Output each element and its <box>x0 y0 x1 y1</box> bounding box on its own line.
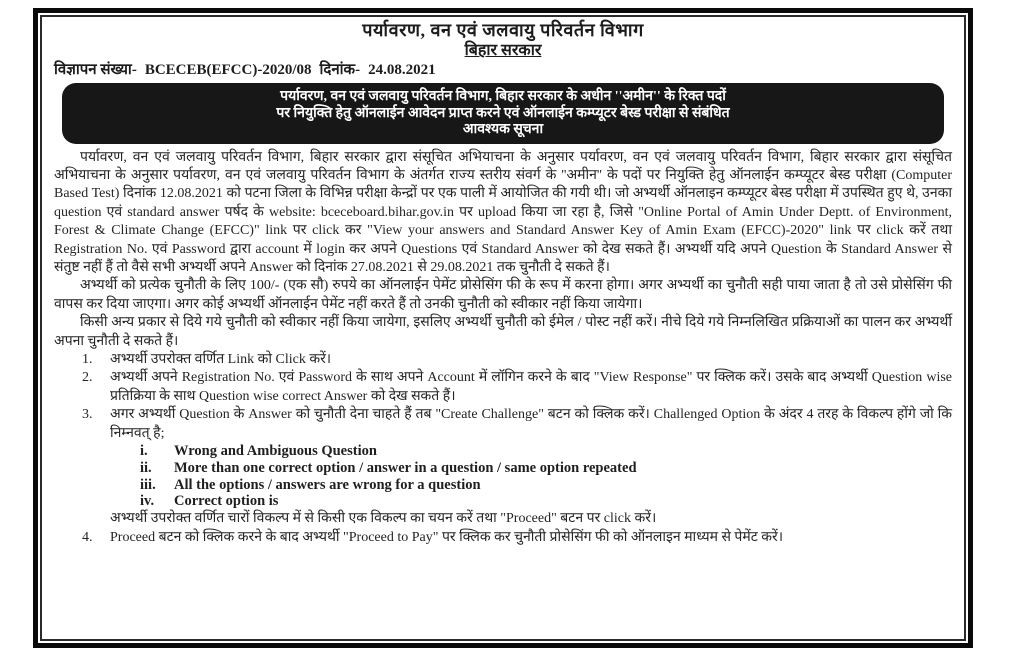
intro-paragraph: पर्यावरण, वन एवं जलवायु परिवर्तन विभाग, बिहार सरकार द्वारा संसूचित अभियाचना के अनुसार पर्यावरण, वन एवं जलवायु परिवर्तन विभाग, बिहार सरकार द्वारा संसूचित अभियाचना के अनुसार पर्यावरण, वन एवं जलवायु परिवर्तन विभाग के अंतर्गत राज्य स्तरीय संवर्ग के ''अमीन'' के पदों पर नियुक्ति हेतु ऑनलाईन कम्प्यूटर बेस्ड परीक्षा (Computer Based Test) दिनांक 12.08.2021 को पटना जिला के विभिन्न परीक्षा केन्द्रों पर एक पाली में आयोजित की गयी थी। जो अभ्यर्थी ऑनलाइन कम्प्यूटर बेस्ड परीक्षा में उपस्थित हुए थे, उनका question एवं standard answer पर्षद के website: bceceboard.bihar.gov.in पर upload किया जा रहा है, जिसे "Online Portal of Amin Under Deptt. of Environment, Forest & Climate Change (EFCC)" link पर click कर "View your answers and Standard Answer Key of Amin Exam (EFCC)-2020" link पर click करें तथा Registration No. एवं Password द्वारा account में login कर अपने Questions एवं Standard Answer को देख सकते हैं। अभ्यर्थी यदि अपने Question के Standard Answer से संतुष्ट नहीं हैं तो वैसे सभी अभ्यर्थी अपने Answer को दिनांक 27.08.2021 से 29.08.2021 तक चुनौती दे सकते हैं। <box>54 149 952 275</box>
step-item-2 <box>54 369 952 406</box>
step-item-1 <box>54 351 952 369</box>
notice-banner <box>62 83 944 144</box>
challenge-method-paragraph: किसी अन्य प्रकार से दिये गये चुनौती को स्वीकार नहीं किया जायेगा, इसलिए अभ्यर्थी चुनौती को ईमेल / पोस्ट नहीं करें। नीचे दिये गये निम्नलिखित प्रक्रियाओं का पालन कर अभ्यर्थी अपना चुनौती दे सकते हैं। <box>54 315 952 349</box>
advertisement-line <box>54 61 952 80</box>
step-marker-1: 1. <box>82 351 93 367</box>
challenge-option-marker-2: ii. <box>140 459 152 476</box>
challenge-option-text-1: Wrong and Ambiguous Question <box>174 443 377 459</box>
step-item-4 <box>54 529 952 547</box>
challenge-option-4 <box>54 493 952 510</box>
advertisement-number: BCECEB(EFCC)-2020/08 <box>144 62 312 78</box>
challenge-option-marker-1: i. <box>140 443 148 459</box>
step-marker-2: 2. <box>82 370 93 386</box>
challenge-option-note: अभ्यर्थी उपरोक्त वर्णित चारों विकल्प में से किसी एक विकल्प का चयन करें तथा "Proceed" बटन पर click करें। <box>110 511 657 527</box>
challenge-option-1 <box>54 443 952 460</box>
notice-banner-line-3: आवश्यक सूचना <box>462 122 544 137</box>
date-label: दिनांक- <box>319 62 361 78</box>
advertisement-date: 24.08.2021 <box>368 62 436 78</box>
notice-banner-line-1: पर्यावरण, वन एवं जलवायु परिवर्तन विभाग, बिहार सरकार के अधीन ''अमीन'' के रिक्त पदों <box>280 89 726 104</box>
challenge-option-text-3: All the options / answers are wrong for a question <box>174 476 481 493</box>
challenge-option-text-4: Correct option is <box>174 493 279 510</box>
step-text-2: अभ्यर्थी अपने Registration No. एवं Password के साथ अपने Account में लॉगिन करने के बाद "View Response" पर क्लिक करें। उसके बाद अभ्यर्थी Question wise प्रतिक्रिया के साथ Question wise correct Answer को देख सकते हैं। <box>110 370 952 404</box>
document-inner-frame <box>40 15 966 641</box>
challenge-option-marker-4: iv. <box>140 493 155 510</box>
step-text-3: अगर अभ्यर्थी Question के Answer को चुनौती देना चाहते हैं तब "Create Challenge" बटन को क्लिक करें। Challenged Option के अंदर 4 तरह के विकल्प होंगे जो कि निम्नवत् है; <box>110 407 952 441</box>
document-page <box>33 8 973 648</box>
challenge-option-3 <box>54 477 952 494</box>
fee-paragraph: अभ्यर्थी को प्रत्येक चुनौती के लिए 100/- (एक सौ) रुपये का ऑनलाईन पेमेंट प्रोसेसिंग फी के रूप में करना होगा। अगर अभ्यर्थी का चुनौती सही पाया जाता है तो उसे प्रोसेसिंग फी वापस कर दिया जाएगा। अगर कोई अभ्यर्थी ऑनलाईन पेमेंट नहीं करते हैं तो उनकी चुनौती को स्वीकार नहीं किया जायेगा। <box>54 278 952 312</box>
document-body <box>54 149 952 548</box>
step-item-3 <box>54 406 952 443</box>
challenge-option-2 <box>54 460 952 477</box>
notice-banner-line-2: पर नियुक्ति हेतु ऑनलाईन आवेदन प्राप्त करने एवं ऑनलाईन कम्प्यूटर बेस्ड परीक्षा से संबंधित <box>276 105 730 121</box>
challenge-option-marker-3: iii. <box>140 476 156 493</box>
challenge-option-text-2: More than one correct option / answer in a question / same option repeated <box>174 459 637 476</box>
step-marker-4: 4. <box>82 529 93 545</box>
page-title: पर्यावरण, वन एवं जलवायु परिवर्तन विभाग <box>362 20 644 40</box>
step-marker-3: 3. <box>82 407 93 423</box>
advertisement-number-label: विज्ञापन संख्या- <box>54 62 137 78</box>
step-text-4: Proceed बटन को क्लिक करने के बाद अभ्यर्थी "Proceed to Pay" पर क्लिक कर चुनौती प्रोसेसिंग फी को ऑनलाइन माध्यम से पेमेंट करें। <box>110 529 784 545</box>
step-text-1: अभ्यर्थी उपरोक्त वर्णित Link को Click करें। <box>110 351 332 367</box>
government-name: बिहार सरकार <box>464 42 542 59</box>
